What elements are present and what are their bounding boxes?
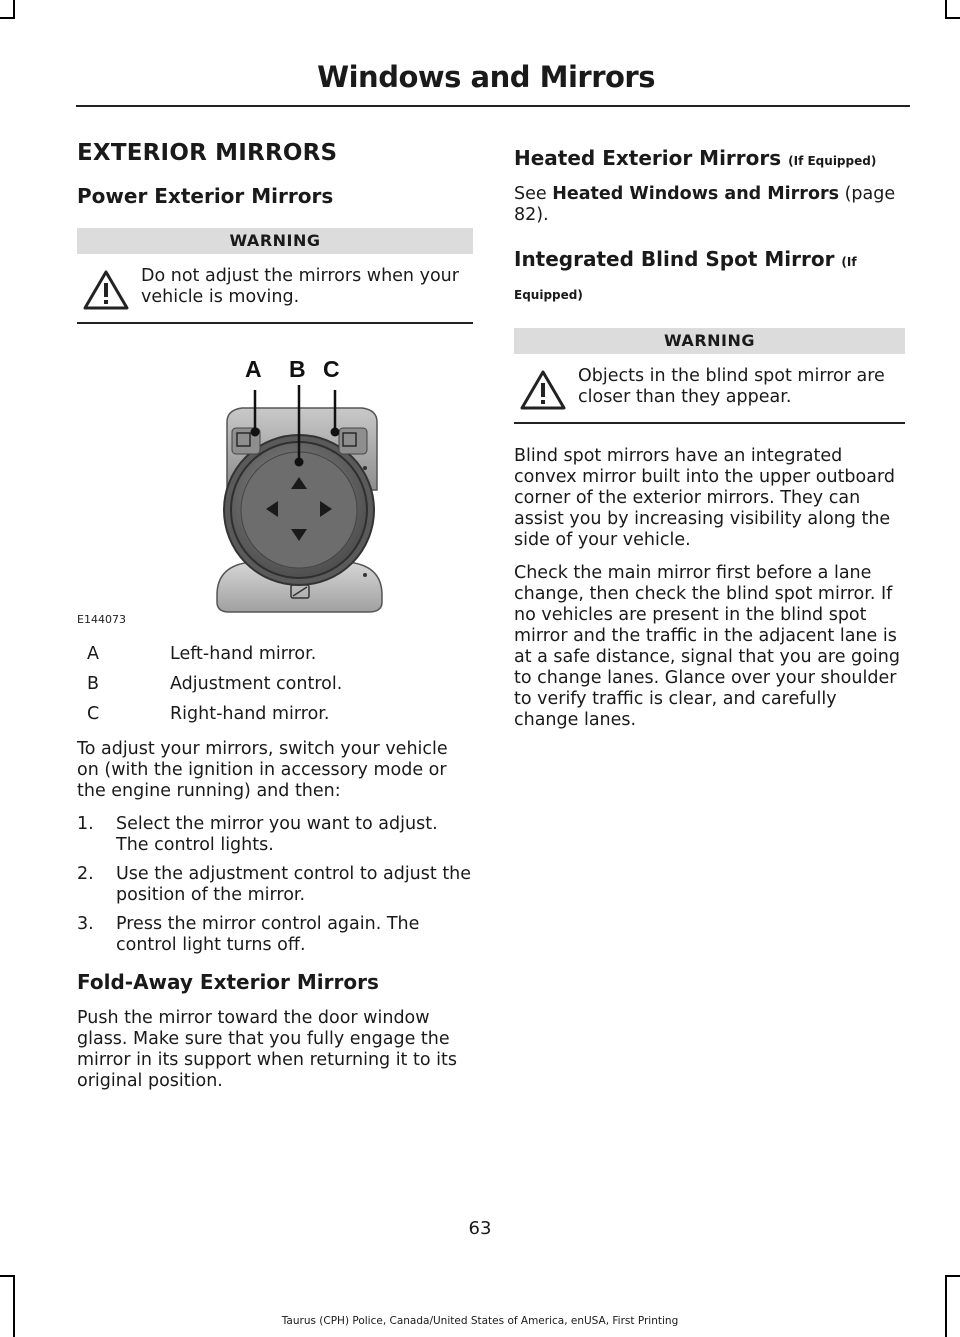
blind-spot-title (514, 244, 905, 310)
heated-see-ref (514, 184, 905, 226)
crop-mark-top-right-h (945, 17, 960, 19)
callout-a: A (245, 356, 262, 382)
blind-spot-title-text: Integrated Blind Spot Mirror (514, 247, 835, 271)
legend-text: Left-hand mirror. (170, 644, 317, 664)
legend-row (77, 674, 473, 695)
step-number: 1. (77, 814, 94, 834)
callout-c: C (323, 356, 340, 382)
legend-text: Adjustment control. (170, 674, 343, 694)
step-number: 3. (77, 914, 94, 934)
crop-mark-top-left-h (0, 17, 15, 19)
page-number: 63 (468, 1218, 492, 1239)
if-equipped-tag: (If Equipped) (788, 154, 877, 168)
see-suffix: (page 82). (514, 184, 896, 225)
crop-mark-bottom-right-h (945, 1275, 960, 1277)
see-prefix: See (514, 184, 553, 204)
legend-row (77, 644, 473, 665)
mirror-control-illustration (77, 340, 473, 630)
legend-key: A (87, 644, 99, 664)
page-footer: Taurus (CPH) Police, Canada/United States of America, enUSA, First Printing (281, 1315, 679, 1327)
crop-mark-bottom-right-v (945, 1277, 947, 1337)
step-item (77, 914, 473, 956)
adjust-steps (77, 814, 473, 956)
left-column (77, 140, 473, 1104)
right-column (514, 146, 905, 743)
crop-mark-bottom-left-h (0, 1275, 15, 1277)
crop-mark-bottom-left-v (13, 1277, 15, 1337)
figure-legend (77, 644, 473, 725)
figure-id: E144073 (77, 613, 126, 626)
blind-spot-para-1: Blind spot mirrors have an integrated convex mirror built into the upper outboard corner of the exterior mirrors. They can assist you by increasing visibility along the side of your vehicle. (514, 446, 895, 550)
legend-key: B (87, 674, 100, 694)
if-equipped-tag: (If Equipped) (514, 255, 857, 302)
blind-spot-para-2: Check the main mirror first before a lane change, then check the blind spot mirror. If no vehicles are present in the blind spot mirror and the traffic in the adjacent lane is at a safe distance, signal that you are going to change lanes. Glance over your shoulder to verify traffic is clear, and carefully change lanes. (514, 563, 900, 730)
warning-text: Objects in the blind spot mirror are closer than they appear. (578, 366, 885, 407)
mirror-control-figure (77, 340, 473, 640)
warning-triangle-icon (83, 270, 129, 310)
heated-windows-link[interactable]: Heated Windows and Mirrors (552, 184, 840, 204)
step-text: Press the mirror control again. The control light turns off. (116, 914, 420, 955)
crop-mark-top-left-v (13, 0, 15, 18)
warning-block (514, 362, 905, 424)
step-item (77, 814, 473, 856)
header-rule (76, 105, 910, 107)
warning-block (77, 262, 473, 324)
heated-mirrors-title (514, 146, 905, 170)
step-text: Select the mirror you want to adjust. The control lights. (116, 814, 438, 855)
warning-triangle-icon (520, 370, 566, 410)
warning-text: Do not adjust the mirrors when your vehicle is moving. (141, 266, 459, 307)
fold-away-title: Fold-Away Exterior Mirrors (77, 970, 379, 994)
heated-mirrors-title-text: Heated Exterior Mirrors (514, 146, 782, 170)
section-title: EXTERIOR MIRRORS (77, 140, 338, 166)
legend-text: Right-hand mirror. (170, 704, 330, 724)
warning-label: WARNING (514, 328, 905, 354)
step-number: 2. (77, 864, 94, 884)
adjust-intro: To adjust your mirrors, switch your vehicle on (with the ignition in accessory mode or the engine running) and then: (77, 739, 448, 801)
step-text: Use the adjustment control to adjust the position of the mirror. (116, 864, 472, 905)
page-header-title: Windows and Mirrors (317, 60, 655, 94)
step-item (77, 864, 473, 906)
crop-mark-top-right-v (945, 0, 947, 18)
legend-key: C (87, 704, 100, 724)
fold-away-text: Push the mirror toward the door window glass. Make sure that you fully engage the mirror in its support when returning it to its original position. (77, 1008, 457, 1091)
warning-label: WARNING (77, 228, 473, 254)
legend-row (77, 704, 473, 725)
power-mirrors-title: Power Exterior Mirrors (77, 184, 334, 208)
callout-b: B (289, 356, 306, 382)
